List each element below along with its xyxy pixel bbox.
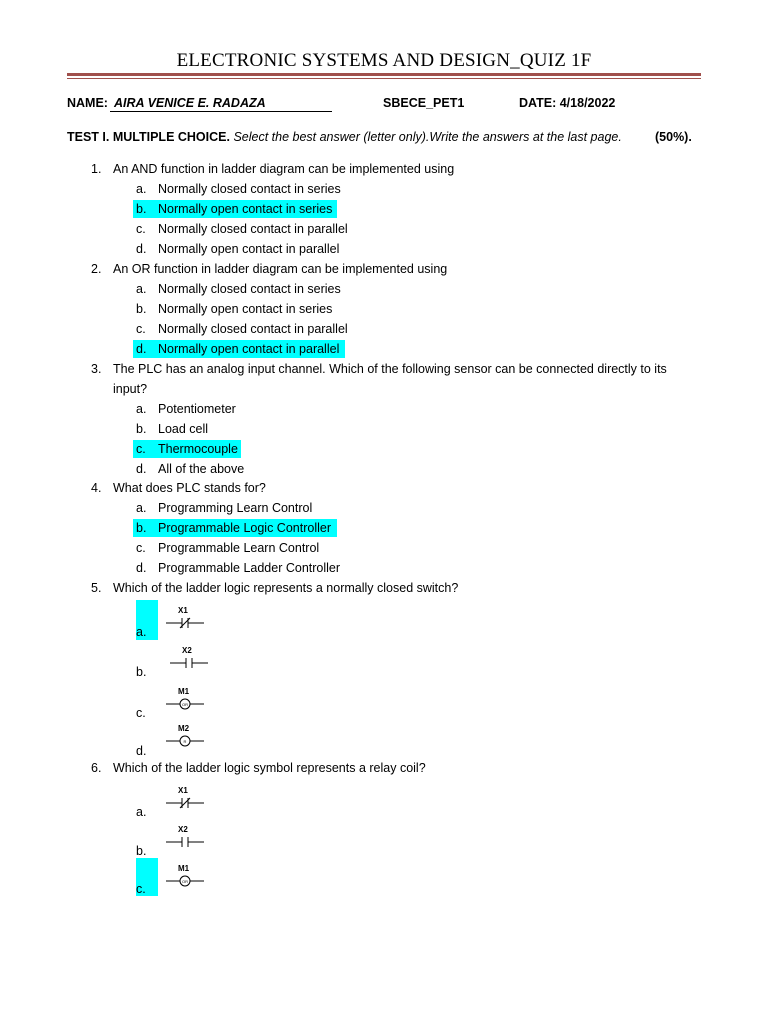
option-text: Normally open contact in parallel	[158, 342, 340, 356]
option-letter: a.	[136, 282, 147, 296]
section-label: SBECE_PET1	[383, 96, 465, 110]
question-number: 6.	[91, 761, 102, 775]
option-letter: b.	[136, 844, 147, 858]
option-letter: c.	[136, 706, 146, 720]
option-letter: a.	[136, 501, 147, 515]
option-text: Programming Learn Control	[158, 501, 313, 515]
option-text: Normally open contact in parallel	[158, 242, 340, 256]
question-number: 1.	[91, 162, 102, 176]
relay-coil-symbol	[166, 685, 208, 711]
symbol-label: M2	[178, 724, 190, 733]
test-instruction-text: Select the best answer (letter only).Write the answers at the last page.	[229, 130, 622, 144]
option-letter: c.	[136, 222, 146, 236]
option-letter: b.	[136, 521, 147, 535]
coil-text: OR	[182, 702, 188, 707]
option-text: Programmable Learn Control	[158, 541, 320, 555]
symbol-label: M1	[178, 864, 190, 873]
question-number: 5.	[91, 581, 102, 595]
normally-closed-contact-symbol	[166, 604, 206, 630]
relay-coil-symbol	[166, 862, 208, 888]
test-weight: (50%).	[655, 130, 692, 144]
question-number: 2.	[91, 262, 102, 276]
option-text: Normally closed contact in parallel	[158, 222, 348, 236]
title-rule-thin	[67, 78, 701, 79]
relay-coil-symbol	[166, 722, 208, 748]
symbol-label: M1	[178, 687, 190, 696]
question-text: Which of the ladder logic represents a normally closed switch?	[113, 581, 459, 595]
normally-open-contact-symbol	[170, 644, 210, 670]
option-text: Potentiometer	[158, 402, 236, 416]
option-letter: b.	[136, 302, 147, 316]
symbol-label: X1	[178, 606, 188, 615]
document-title: ELECTRONIC SYSTEMS AND DESIGN_QUIZ 1F	[176, 50, 592, 71]
option-letter: b.	[136, 665, 147, 679]
option-text: Normally open contact in series	[158, 202, 333, 216]
option-letter: d.	[136, 342, 147, 356]
option-letter: c.	[136, 442, 146, 456]
question-text: What does PLC stands for?	[113, 481, 266, 495]
option-letter: d.	[136, 242, 147, 256]
option-letter: b.	[136, 422, 147, 436]
option-letter: d.	[136, 561, 147, 575]
coil-text: OR	[182, 879, 188, 884]
question-text-line2: input?	[113, 382, 148, 396]
symbol-label: X2	[182, 646, 192, 655]
name-value: AIRA VENICE E. RADAZA	[110, 96, 332, 112]
normally-open-contact-symbol	[166, 823, 206, 849]
option-letter: c.	[136, 322, 146, 336]
option-letter: c.	[136, 541, 146, 555]
option-letter: d.	[136, 462, 147, 476]
option-text: Programmable Ladder Controller	[158, 561, 341, 575]
option-text: Thermocouple	[158, 442, 238, 456]
name-label: NAME:	[67, 96, 108, 110]
date-label: DATE: 4/18/2022	[519, 96, 616, 110]
option-letter: a.	[136, 402, 147, 416]
option-text: Normally closed contact in series	[158, 182, 341, 196]
option-letter: a.	[136, 625, 147, 639]
option-letter: a.	[136, 805, 147, 819]
option-text: Normally closed contact in series	[158, 282, 341, 296]
question-number: 4.	[91, 481, 102, 495]
option-text: All of the above	[158, 462, 245, 476]
title-rule-thick	[67, 73, 701, 76]
symbol-label: X1	[178, 786, 188, 795]
normally-closed-contact-symbol	[166, 784, 206, 810]
option-text: Programmable Logic Controller	[158, 521, 331, 535]
question-text: Which of the ladder logic symbol represents a relay coil?	[113, 761, 426, 775]
option-letter: a.	[136, 182, 147, 196]
question-text: An OR function in ladder diagram can be implemented using	[113, 262, 448, 276]
question-number: 3.	[91, 362, 102, 376]
option-letter: c.	[136, 882, 146, 896]
symbol-label: X2	[178, 825, 188, 834]
option-text: Normally closed contact in parallel	[158, 322, 348, 336]
option-letter: d.	[136, 744, 147, 758]
option-letter: b.	[136, 202, 147, 216]
coil-text: R	[183, 739, 187, 744]
option-text: Normally open contact in series	[158, 302, 333, 316]
question-text: An AND function in ladder diagram can be implemented using	[113, 162, 455, 176]
option-text: Load cell	[158, 422, 209, 436]
test-label: TEST I. MULTIPLE CHOICE.	[67, 130, 230, 144]
test-instruction	[67, 130, 622, 144]
question-text-line1: The PLC has an analog input channel. Which of the following sensor can be connected directly to its	[113, 362, 667, 376]
